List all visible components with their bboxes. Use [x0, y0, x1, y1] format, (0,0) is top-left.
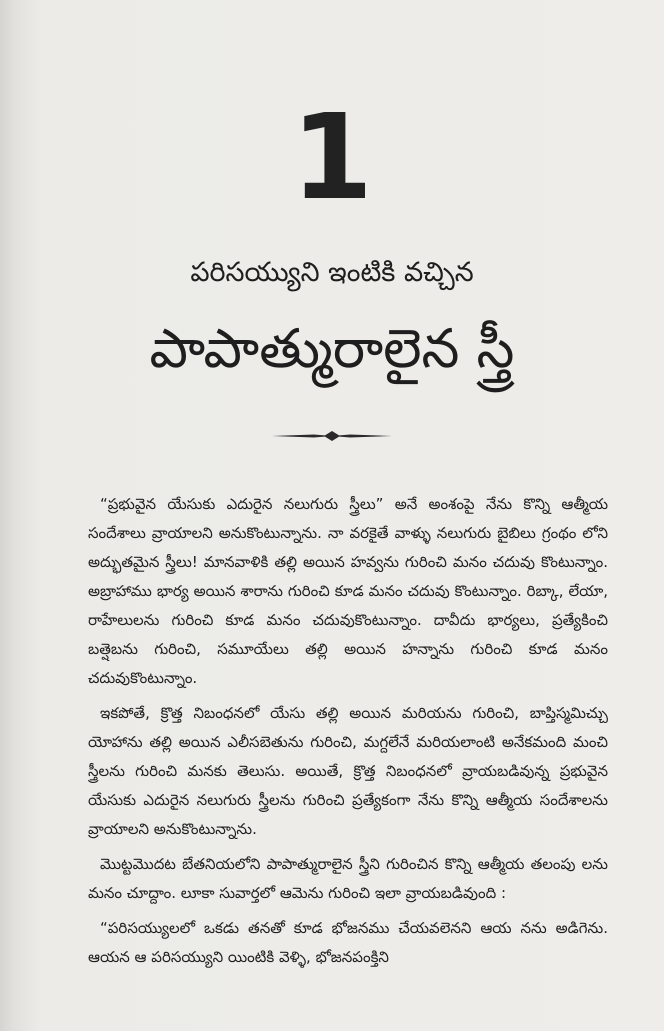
- chapter-title: పాపాత్మురాలైన స్త్రీ: [149, 317, 515, 380]
- paragraph-2: ఇకపోతే, క్రొత్త నిబంధనలో యేసు తల్లి అయిన మరియను గురించి, బాప్తిస్మమిచ్చు యోహాను తల్లి అయిన ఎలీసబెతును గురించి, మగ్దలేనే మరియలాంటి అనేకమంది మంచి స్త్రీలను గురించి మనకు తెలుసు. అయితే, క్రొత్త నిబంధనలో వ్రాయబడివున్న ప్రభువైన యేసుకు ఎదురైన నలుగురు స్త్రీలను గురించి ప్రత్యేకంగా నేను కొన్ని ఆత్మీయ సందేశాలను వ్రాయాలని అనుకొంటున్నాను.: [88, 704, 608, 838]
- chapter-subtitle: పరిసయ్యుని ఇంటికి వచ్చిన: [190, 257, 474, 288]
- paragraph-3: మొట్టమొదట బేతనియలోని పాపాత్మురాలైన స్త్రీని గురించిన కొన్ని ఆత్మీయ తలంపు లను మనం చూద్దాం. లూకా సువార్తలో ఆమెను గురించి ఇలా వ్రాయబడివుంది :: [88, 855, 608, 902]
- ornament-divider-icon: [270, 428, 394, 444]
- chapter-number: 1: [290, 88, 374, 226]
- paragraph-1: “ప్రభువైన యేసుకు ఎదురైన నలుగురు స్త్రీలు” అనే అంశంపై నేను కొన్ని ఆత్మీయ సందేశాలు వ్రాయాలని అనుకొంటున్నాను. నా వరకైతే వాళ్ళు నలుగురు బైబిలు గ్రంథం లోని అద్భుతమైన స్త్రీలు! మానవాళికి తల్లి అయిన హవ్వను గురించి మనం చదువు కొంటున్నాం. అబ్రాహాము భార్య అయిన శారాను గురించి కూడ మనం చదువు కొంటున్నాం. రిబ్కా, లేయా, రాహేలులను గురించి కూడ మనం చదువుకొంటున్నాం. దావీదు భార్యలు, ప్రత్యేకించి బత్షెబను గురించి, సమూయేలు తల్లి అయిన హన్నాను గురించి కూడ మనం చదువుకొంటున్నాం.: [88, 495, 608, 687]
- paragraph-quote: “పరిసయ్యులలో ఒకడు తనతో కూడ భోజనము చేయవలెనని ఆయ నను అడిగెను. ఆయన ఆ పరిసయ్యుని యింటికి వెళ్ళి, భోజనపంక్తిని: [88, 919, 608, 966]
- body-text: [88, 490, 608, 978]
